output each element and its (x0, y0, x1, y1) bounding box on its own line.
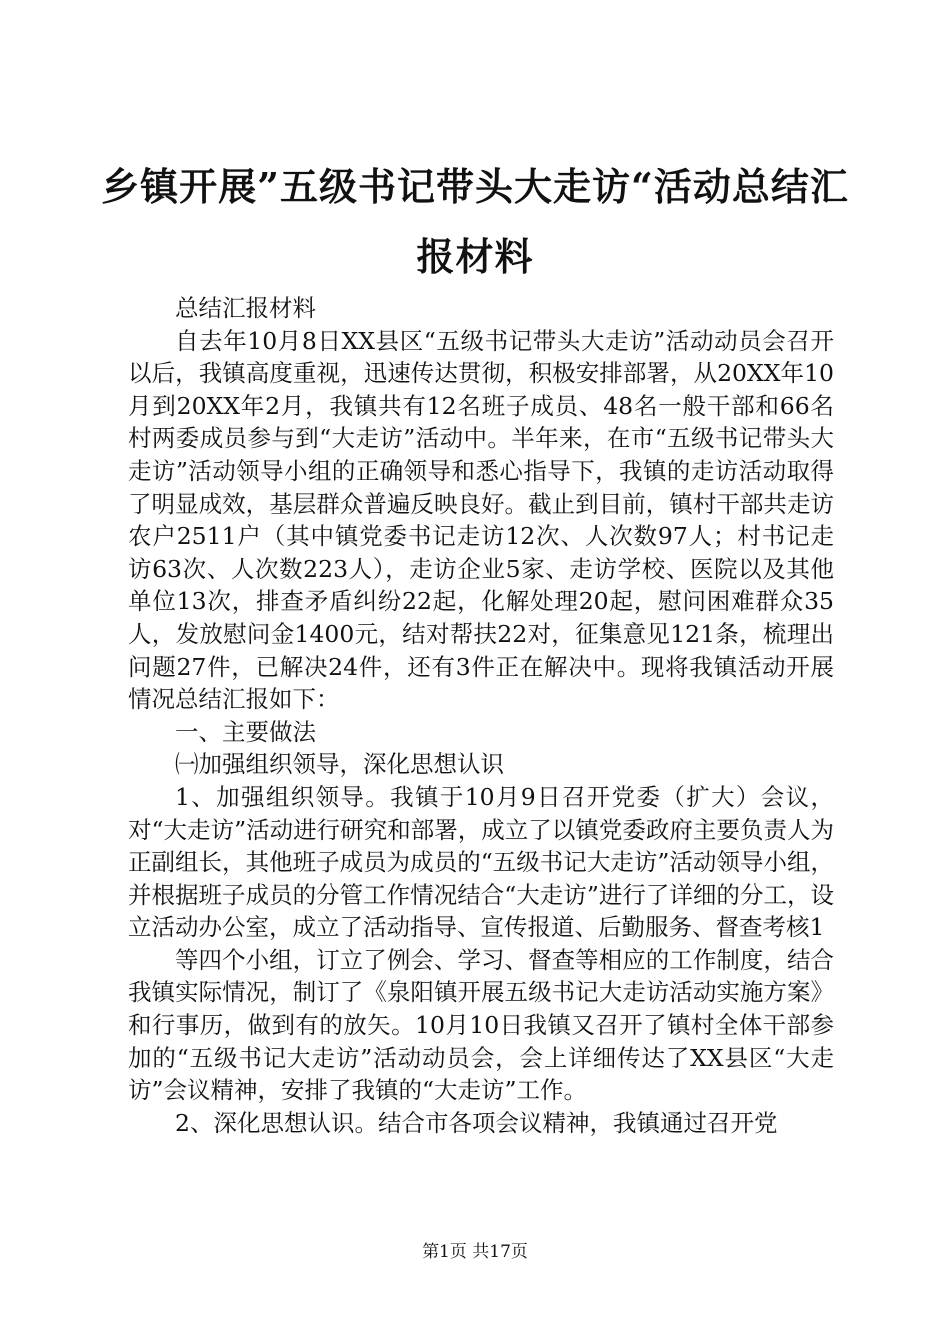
page-footer: 第1页 共17页 (422, 1242, 528, 1262)
paragraph-subtitle: 总结汇报材料 (175, 294, 316, 322)
paragraph-thinking: 2、深化思想认识。结合市各项会议精神，我镇通过召开党 (175, 1108, 778, 1137)
subsection-heading: ㈠加强组织领导，深化思想认识 (175, 750, 504, 779)
document-title: 乡镇开展”五级书记带头大走访“活动总结汇报材料 (101, 164, 849, 279)
paragraph-intro: 自去年10月8日XX县区“五级书记带头大走访”活动动员会召开以后，我镇高度重视，迅速传达贯彻，积极安排部署，从20XX年10月到20XX年2月，我镇共有12名班子成员、48名一般干部和66名村两委成员参与到“大走访”活动中。半年来，在市“五级书记带头大走访”活动领导小组的正确领导和悉心指导下，我镇的走访活动取得了明显成效，基层群众普遍反映良好。截止到目前，镇村干部共走访农户2511户（其中镇党委书记走访12次、人次数97人；村书记走访63次、人次数223人），走访企业5家、走访学校、医院以及其他单位13次，排查矛盾纠纷22起，化解处理20起，慰问困难群众35人，发放慰问金1400元，结对帮扶22对，征集意见121条，梳理出问题27件，已解决24件，还有3件正在解决中。现将我镇活动开展情况总结汇报如下： (128, 326, 834, 714)
section-heading: 一、主要做法 (175, 717, 316, 746)
document-body (128, 292, 834, 1139)
paragraph-organization: 1、加强组织领导。我镇于10月9日召开党委（扩大）会议，对“大走访”活动进行研究和部署，成立了以镇党委政府主要负责人为正副组长，其他班子成员为成员的“五级书记大走访”活动领导小组，并根据班子成员的分管工作情况结合“大走访”进行了详细的分工，设立活动办公室，成立了活动指导、宣传报道、后勤服务、督查考核1 (128, 782, 834, 942)
paragraph-continuation: 等四个小组，订立了例会、学习、督查等相应的工作制度，结合我镇实际情况，制订了《泉阳镇开展五级书记大走访活动实施方案》和行事历，做到有的放矢。10月10日我镇又召开了镇村全体干部参加的“五级书记大走访”活动动员会，会上详细传达了XX县区“大走访”会议精神，安排了我镇的“大走访”工作。 (128, 945, 834, 1105)
